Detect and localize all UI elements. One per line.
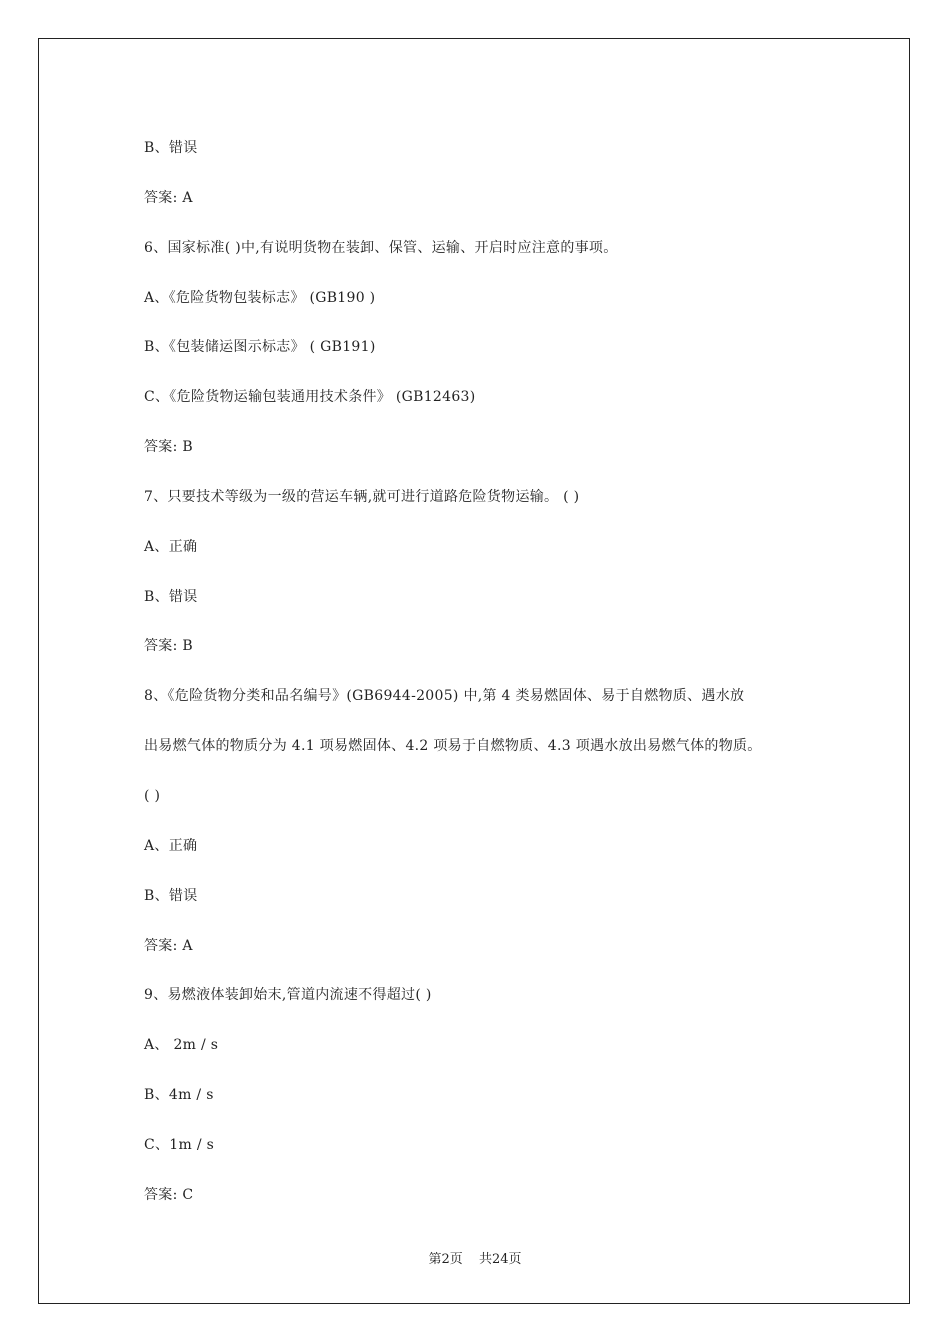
option-a-q9: A、 2m / s bbox=[144, 1037, 219, 1054]
option-b-q5: B、错误 bbox=[144, 140, 198, 156]
question-8-line-3: ( ) bbox=[144, 787, 161, 804]
question-8-line-2: 出易燃气体的物质分为 4.1 项易燃固体、4.2 项易于自燃物质、4.3 项遇水放出易燃气体的物质。 bbox=[144, 738, 762, 755]
option-c-q6: C、《危险货物运输包装通用技术条件》 (GB12463) bbox=[144, 389, 476, 406]
question-9: 9、易燃液体装卸始末,管道内流速不得超过( ) bbox=[144, 987, 432, 1004]
page-number: 第2页 bbox=[428, 1252, 463, 1267]
page-footer bbox=[0, 1248, 950, 1267]
page-total: 共24页 bbox=[478, 1252, 522, 1267]
option-b-q9: B、4m / s bbox=[144, 1087, 214, 1104]
option-a-q6: A、《危险货物包装标志》 (GB190 ) bbox=[144, 289, 376, 306]
option-a-q8: A、正确 bbox=[144, 837, 198, 854]
answer-q5: 答案: A bbox=[144, 189, 193, 206]
question-7: 7、只要技术等级为一级的营运车辆,就可进行道路危险货物运输。 ( ) bbox=[144, 488, 580, 505]
option-b-q6: B、《包装储运图示标志》 ( GB191) bbox=[144, 339, 376, 356]
answer-q9: 答案: C bbox=[144, 1186, 194, 1203]
answer-q6: 答案: B bbox=[144, 439, 193, 456]
option-a-q7: A、正确 bbox=[144, 538, 198, 555]
question-8-line-1: 8、《危险货物分类和品名编号》(GB6944-2005) 中,第 4 类易燃固体、易于自燃物质、遇水放 bbox=[144, 688, 745, 705]
option-c-q9: C、1m / s bbox=[144, 1136, 215, 1153]
document-body bbox=[144, 124, 824, 1221]
answer-q8: 答案: A bbox=[144, 937, 193, 954]
option-b-q7: B、错误 bbox=[144, 588, 198, 605]
option-b-q8: B、错误 bbox=[144, 887, 198, 904]
question-6: 6、国家标准( )中,有说明货物在装卸、保管、运输、开启时应注意的事项。 bbox=[144, 239, 618, 256]
answer-q7: 答案: B bbox=[144, 638, 193, 655]
